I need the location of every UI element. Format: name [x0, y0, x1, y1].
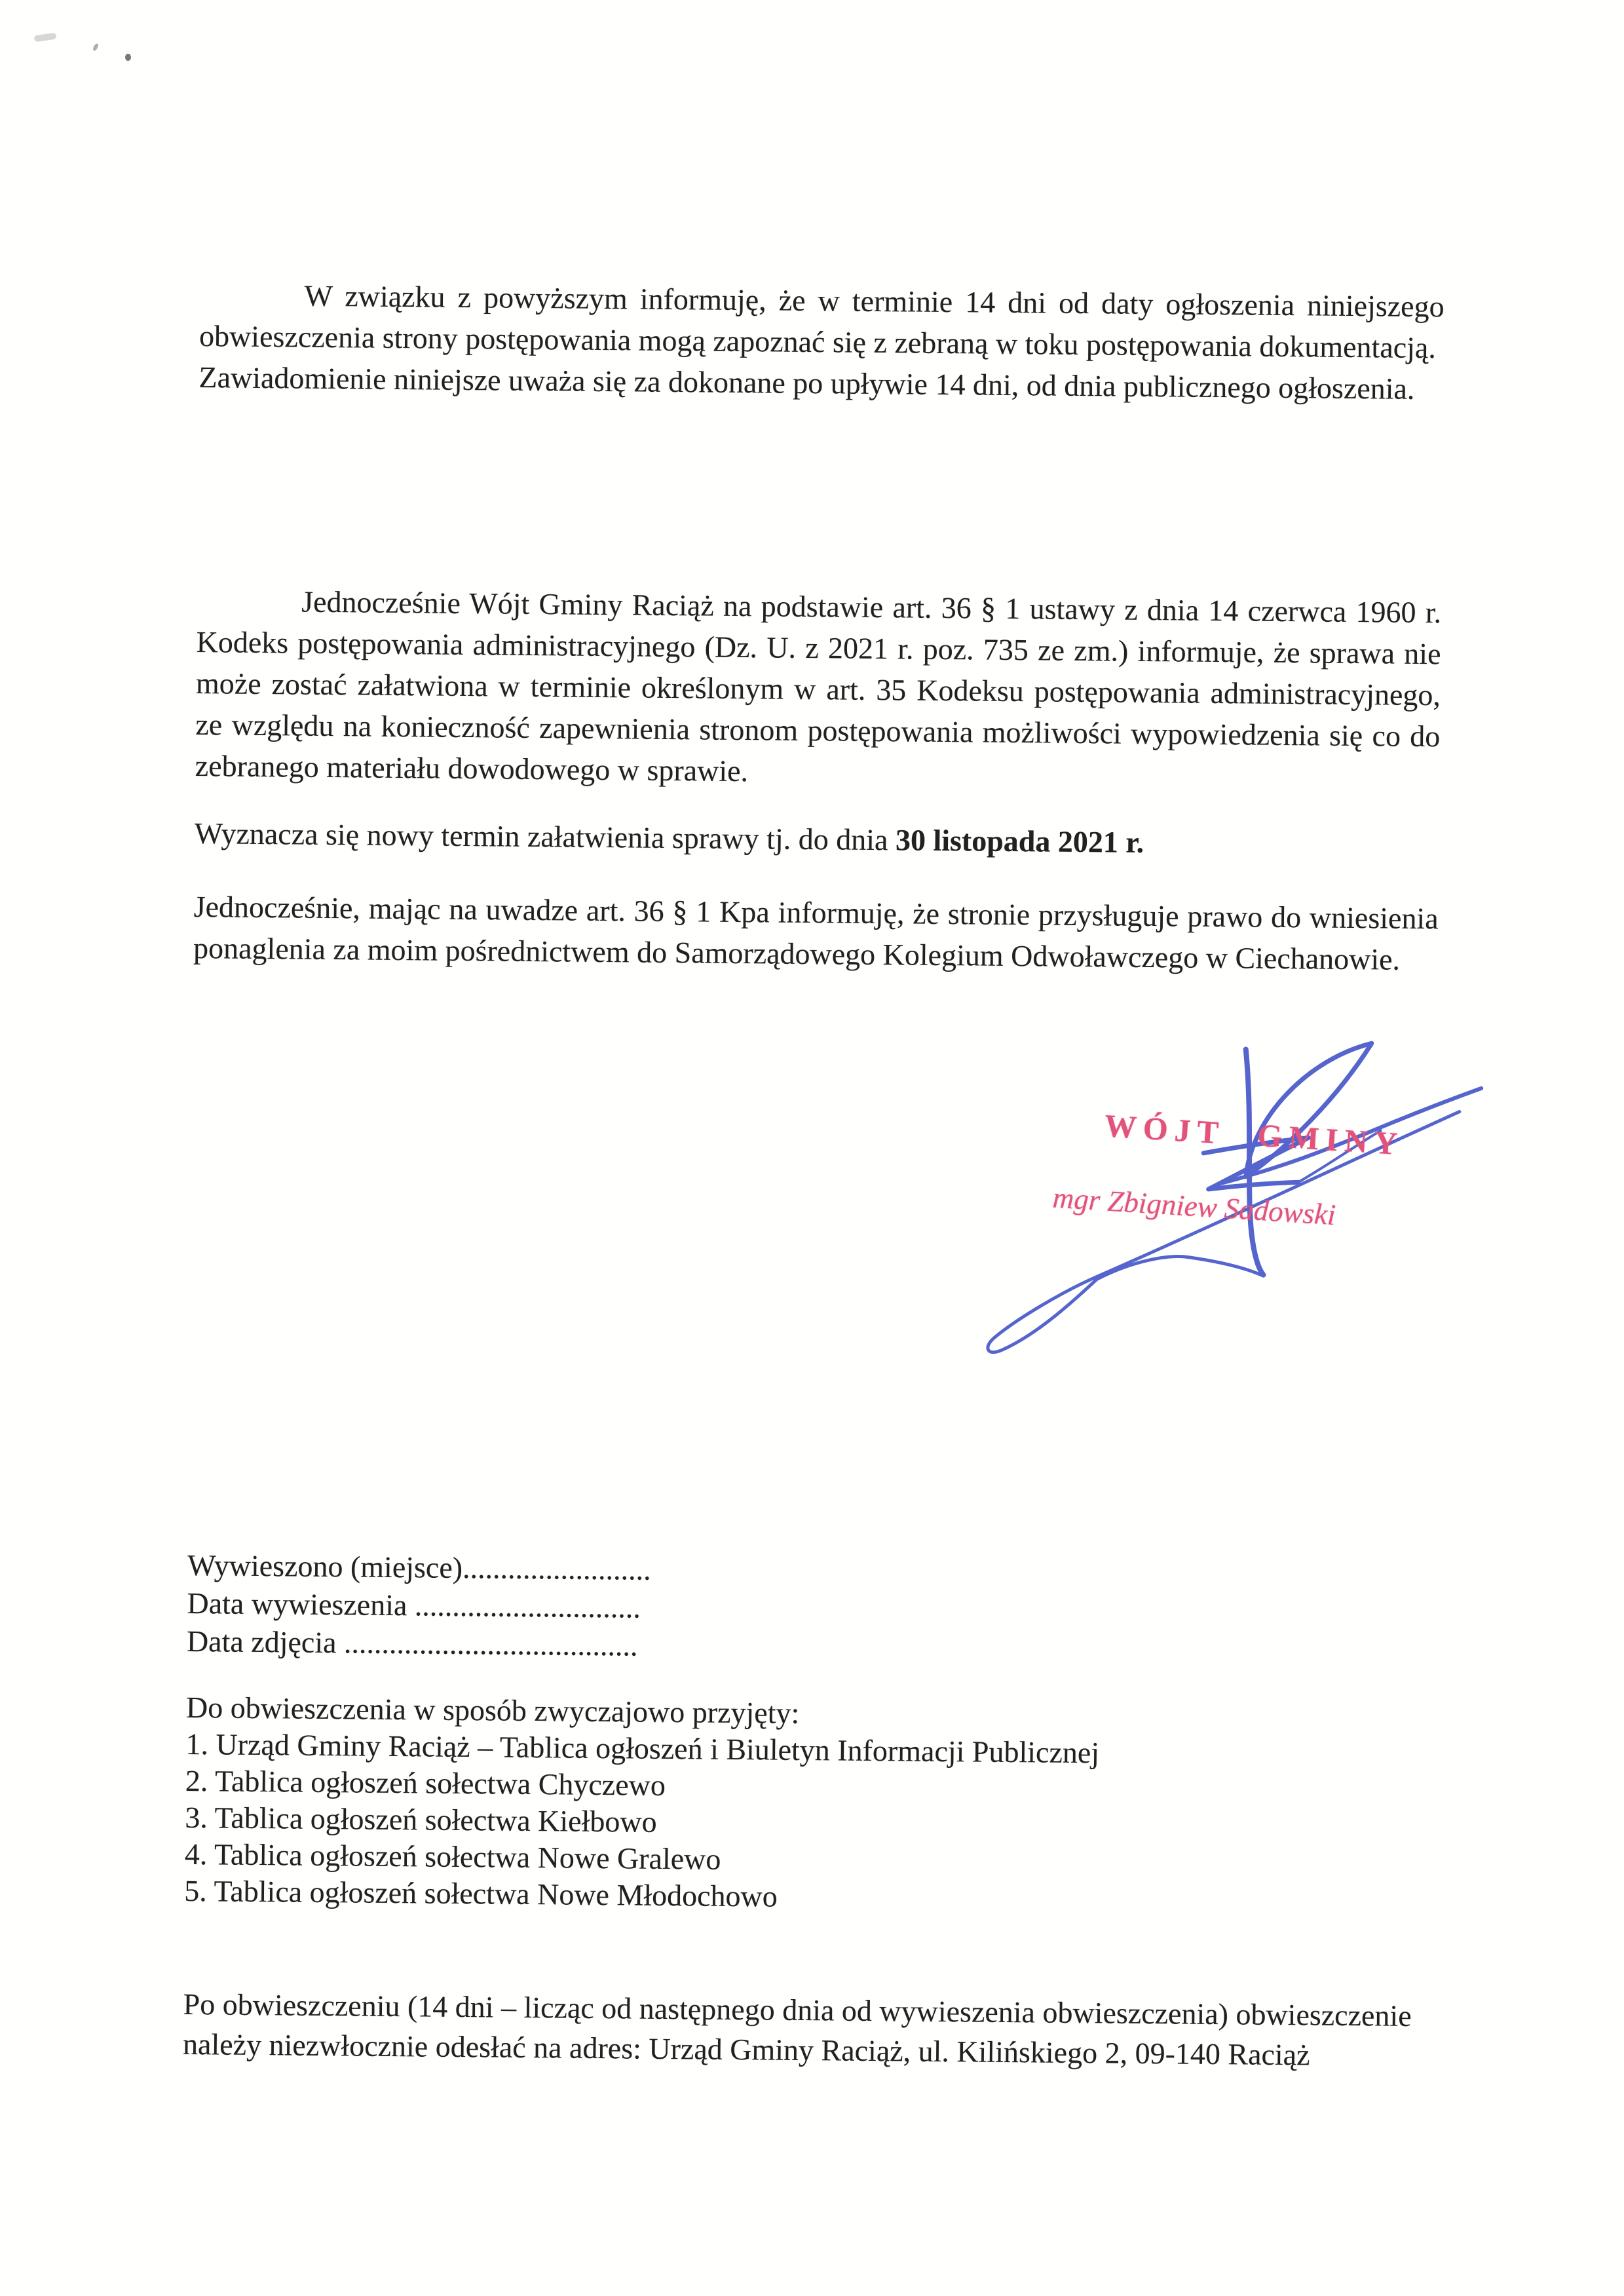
- distribution-item: 4. Tablica ogłoszeń sołectwa Nowe Gralewo: [184, 1837, 721, 1876]
- paragraph-notice-14-days: W związku z powyższym informuję, że w terminie 14 dni od daty ogłoszenia niniejszego obwieszczenia strony postępowania mogą zapoznać się z zebraną w toku postępowania dokumentacją.: [198, 278, 1445, 365]
- deadline-text: Wyznacza się nowy termin załatwienia sprawy tj. do dnia: [194, 816, 896, 857]
- posting-date-down-line: Data zdjęcia .......................................: [186, 1624, 638, 1662]
- posting-date-up-line: Data wywieszenia ..............................: [187, 1586, 641, 1624]
- distribution-item: 1. Urząd Gminy Raciąż – Tablica ogłoszeń i Biuletyn Informacji Publicznej: [185, 1727, 1100, 1770]
- distribution-header: Do obwieszczenia w sposób zwyczajowo przyjęty:: [185, 1690, 800, 1730]
- distribution-list: [184, 1689, 1431, 1921]
- intro-paragraphs: [198, 274, 1445, 410]
- paragraph-ponaglenie: Jednocześnie, mając na uwadze art. 36 § 1 Kpa informuję, że stronie przysługuje prawo do wniesienia ponaglenia za moim pośrednictwem do Samorządowego Kolegium Odwoławczego w Ciechanowie.: [193, 890, 1439, 976]
- distribution-item: 2. Tablica ogłoszeń sołectwa Chyczewo: [185, 1763, 666, 1802]
- distribution-item: 3. Tablica ogłoszeń sołectwa Kiełbowo: [185, 1800, 657, 1839]
- paragraph-art36-extension: Jednocześnie Wójt Gminy Raciąż na podstawie art. 36 § 1 ustawy z dnia 14 czerwca 1960 r. Kodeks postępowania administracyjnego (Dz. U. z 2021 r. poz. 735 ze zm.) informuje, że sprawa nie może zostać załatwiona w terminie określonym w art. 35 Kodeksu postępowania administracyjnego, ze względu na konieczność zapewnienia stronom postępowania możliwości wypowiedzenia się co do zebranego materiału dowodowego w sprawie.: [195, 584, 1442, 788]
- official-stamp: [1051, 1104, 1424, 1237]
- deadline-date: 30 listopada 2021 r.: [895, 823, 1144, 859]
- stamp-title: WÓJT GMINY: [1103, 1107, 1405, 1162]
- posting-place-line: Wywieszono (miejsce).........................: [187, 1548, 651, 1586]
- footer-return-instruction: Po obwieszczeniu (14 dni – licząc od następnego dnia od wywieszenia obwieszczenia) obwieszczenie należy niezwłocznie odesłać na adres: Urząd Gminy Raciąż, ul. Kilińskiego 2, 09-140 Raciąż: [182, 1987, 1412, 2072]
- posting-record: [187, 1546, 1433, 1672]
- stamp-signer-name: mgr Zbigniew Sadowski: [1051, 1181, 1337, 1232]
- deadline-line: [195, 813, 1440, 866]
- paragraph-deemed-served: Zawiadomienie niniejsze uważa się za dokonane po upływie 14 dni, od dnia publicznego ogłoszenia.: [198, 360, 1415, 406]
- distribution-item: 5. Tablica ogłoszeń sołectwa Nowe Młodochowo: [184, 1873, 778, 1913]
